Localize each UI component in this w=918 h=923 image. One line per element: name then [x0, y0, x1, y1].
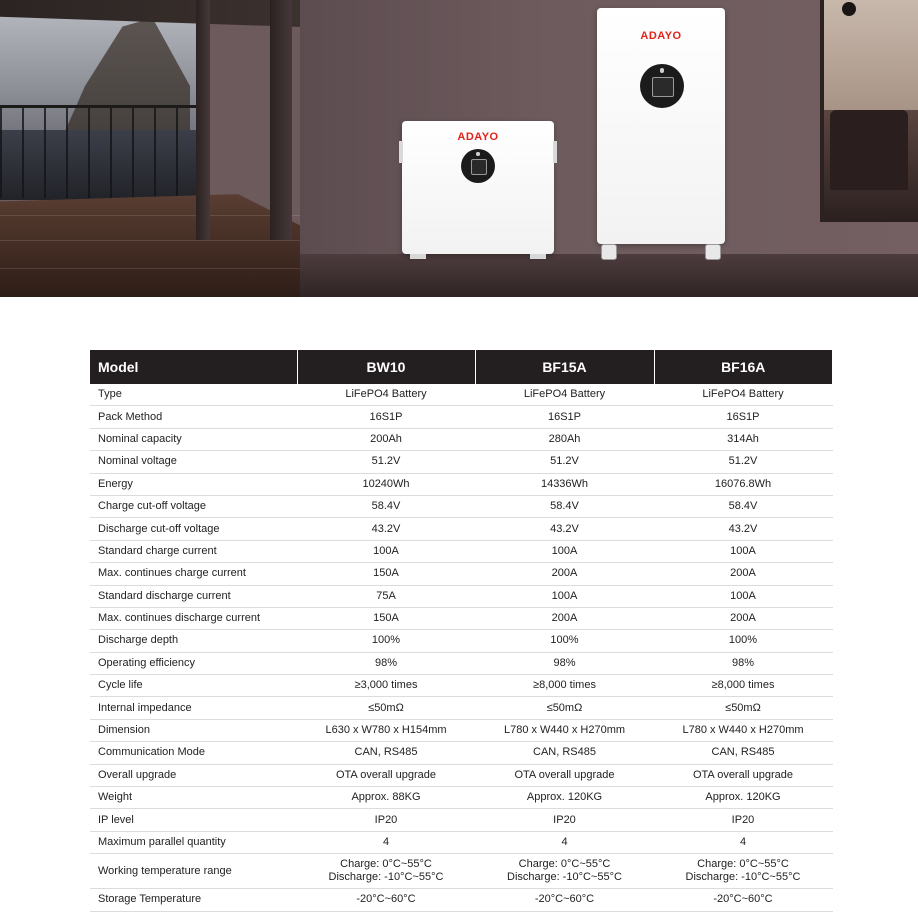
- row-label: Standard discharge current: [90, 585, 297, 607]
- screen-panel: [652, 77, 673, 97]
- balcony-railing: [0, 105, 210, 198]
- caster-wheel: [601, 244, 617, 260]
- header-cell-bf16a: BF16A: [654, 350, 832, 384]
- cell-value: ≥8,000 times: [654, 675, 832, 697]
- header-cell-bw10: BW10: [297, 350, 475, 384]
- cell-value: ≥3,000 times: [297, 675, 475, 697]
- row-label: Discharge cut-off voltage: [90, 518, 297, 540]
- cell-value: CAN, RS485: [654, 742, 832, 764]
- table-row: [90, 809, 832, 831]
- cell-value: 51.2V: [297, 451, 475, 473]
- row-label: Nominal voltage: [90, 451, 297, 473]
- cell-value: 51.2V: [654, 451, 832, 473]
- table-row: [90, 889, 832, 911]
- floor-board-line: [0, 240, 340, 241]
- table-row: [90, 675, 832, 697]
- table-row: [90, 697, 832, 719]
- cell-value: 98%: [475, 652, 654, 674]
- indicator-dot: [476, 152, 479, 155]
- cell-value: 75A: [297, 585, 475, 607]
- cell-value: CAN, RS485: [297, 742, 475, 764]
- cell-value: 16076.8Wh: [654, 473, 832, 495]
- cell-value: ≤50mΩ: [475, 697, 654, 719]
- screen-panel: [471, 159, 488, 175]
- row-label: Cycle life: [90, 675, 297, 697]
- cell-value: IP20: [654, 809, 832, 831]
- battery-unit-small: [402, 121, 554, 254]
- table-row: [90, 451, 832, 473]
- cell-value: -20°C~60°C: [654, 889, 832, 911]
- cell-line: Charge: 0°C~55°C: [340, 858, 432, 871]
- table-row: [90, 540, 832, 562]
- row-label: Weight: [90, 787, 297, 809]
- table-row: [90, 764, 832, 786]
- side-handle: [399, 141, 403, 163]
- cell-value: 100%: [654, 630, 832, 652]
- cell-value: 16S1P: [654, 406, 832, 428]
- cell-value: 4: [475, 831, 654, 853]
- battery-unit-tall: [597, 8, 725, 244]
- caster-wheel: [705, 244, 721, 260]
- table-row: [90, 630, 832, 652]
- cell-value: 51.2V: [475, 451, 654, 473]
- cell-value: IP20: [475, 809, 654, 831]
- spec-table: [90, 350, 833, 912]
- cell-value: -20°C~60°C: [475, 889, 654, 911]
- cell-value: 200A: [654, 563, 832, 585]
- row-label: Maximum parallel quantity: [90, 831, 297, 853]
- balcony-post: [270, 0, 292, 240]
- table-row: [90, 406, 832, 428]
- cell-value: IP20: [297, 809, 475, 831]
- armchair: [830, 110, 908, 190]
- row-label: Communication Mode: [90, 742, 297, 764]
- table-row: [90, 563, 832, 585]
- table-row: [90, 384, 832, 406]
- cell-value: 200A: [475, 607, 654, 629]
- row-label: Discharge depth: [90, 630, 297, 652]
- cell-line: Charge: 0°C~55°C: [697, 858, 789, 871]
- cell-value: Approx. 120KG: [654, 787, 832, 809]
- cell-value: OTA overall upgrade: [297, 764, 475, 786]
- cell-value: LiFePO4 Battery: [654, 384, 832, 406]
- cell-value: 200A: [654, 607, 832, 629]
- interior-wall: [824, 0, 918, 110]
- row-label: Overall upgrade: [90, 764, 297, 786]
- cell-value: ≥8,000 times: [475, 675, 654, 697]
- cell-value: 58.4V: [475, 495, 654, 517]
- cell-value: LiFePO4 Battery: [475, 384, 654, 406]
- display-screen: [461, 149, 495, 183]
- cell-value: 43.2V: [475, 518, 654, 540]
- row-label: Nominal capacity: [90, 428, 297, 450]
- cell-value: 200Ah: [297, 428, 475, 450]
- cell-value: 100A: [297, 540, 475, 562]
- table-row: [90, 495, 832, 517]
- cell-value: [475, 854, 654, 889]
- wall-base: [300, 254, 918, 297]
- cell-value: [297, 854, 475, 889]
- cell-value: OTA overall upgrade: [654, 764, 832, 786]
- row-label: Max. continues charge current: [90, 563, 297, 585]
- table-row: [90, 652, 832, 674]
- row-label: Pack Method: [90, 406, 297, 428]
- header-cell-model: Model: [90, 350, 297, 384]
- cell-value: 100%: [475, 630, 654, 652]
- cell-value: 100A: [475, 585, 654, 607]
- unit-foot: [410, 254, 426, 259]
- table-row: [90, 607, 832, 629]
- table-row: [90, 742, 832, 764]
- cell-value: 314Ah: [654, 428, 832, 450]
- row-label: Charge cut-off voltage: [90, 495, 297, 517]
- cell-value: 98%: [297, 652, 475, 674]
- cell-value: 150A: [297, 607, 475, 629]
- floor-board-line: [0, 268, 340, 269]
- cell-line: Discharge: -10°C~55°C: [328, 871, 444, 884]
- header-row: [90, 350, 832, 384]
- cell-value: 16S1P: [297, 406, 475, 428]
- table-row: [90, 428, 832, 450]
- cell-value: 16S1P: [475, 406, 654, 428]
- lamp-icon: [842, 2, 856, 16]
- cell-value: 58.4V: [654, 495, 832, 517]
- row-label: IP level: [90, 809, 297, 831]
- cell-value: 43.2V: [654, 518, 832, 540]
- row-label: Energy: [90, 473, 297, 495]
- row-label: Type: [90, 384, 297, 406]
- header-cell-bf15a: BF15A: [475, 350, 654, 384]
- cell-value: [654, 854, 832, 889]
- table-row: [90, 518, 832, 540]
- cell-value: Approx. 120KG: [475, 787, 654, 809]
- cell-value: 200A: [475, 563, 654, 585]
- table-row: [90, 787, 832, 809]
- cell-value: 100%: [297, 630, 475, 652]
- cell-value: 100A: [654, 540, 832, 562]
- cell-value: LiFePO4 Battery: [297, 384, 475, 406]
- row-label: Internal impedance: [90, 697, 297, 719]
- table-row: [90, 831, 832, 853]
- spec-table-container: [90, 350, 832, 912]
- brand-logo: ADAYO: [640, 30, 682, 42]
- cell-value: 100A: [475, 540, 654, 562]
- row-label: Working temperature range: [90, 854, 297, 889]
- cell-value: 43.2V: [297, 518, 475, 540]
- cell-value: L630 x W780 x H154mm: [297, 719, 475, 741]
- indicator-dot: [660, 68, 664, 72]
- hero-image: [0, 0, 918, 297]
- table-row: [90, 854, 832, 889]
- cell-value: OTA overall upgrade: [475, 764, 654, 786]
- unit-foot: [530, 254, 546, 259]
- cell-value: 4: [297, 831, 475, 853]
- cell-value: 4: [654, 831, 832, 853]
- table-row: [90, 719, 832, 741]
- cell-value: 14336Wh: [475, 473, 654, 495]
- cell-value: 98%: [654, 652, 832, 674]
- cell-value: L780 x W440 x H270mm: [654, 719, 832, 741]
- cell-line: Discharge: -10°C~55°C: [507, 871, 622, 884]
- cell-value: CAN, RS485: [475, 742, 654, 764]
- cell-value: Approx. 88KG: [297, 787, 475, 809]
- row-label: Max. continues discharge current: [90, 607, 297, 629]
- cell-value: -20°C~60°C: [297, 889, 475, 911]
- display-screen: [640, 64, 684, 108]
- cell-value: ≤50mΩ: [297, 697, 475, 719]
- cell-value: 10240Wh: [297, 473, 475, 495]
- side-handle: [553, 141, 557, 163]
- cell-value: 100A: [654, 585, 832, 607]
- row-label: Operating efficiency: [90, 652, 297, 674]
- cell-line: Charge: 0°C~55°C: [518, 858, 611, 871]
- cell-value: 280Ah: [475, 428, 654, 450]
- cell-value: L780 x W440 x H270mm: [475, 719, 654, 741]
- table-row: [90, 585, 832, 607]
- row-label: Standard charge current: [90, 540, 297, 562]
- table-row: [90, 473, 832, 495]
- row-label: Dimension: [90, 719, 297, 741]
- cell-value: 150A: [297, 563, 475, 585]
- cell-value: ≤50mΩ: [654, 697, 832, 719]
- cell-value: 58.4V: [297, 495, 475, 517]
- row-label: Storage Temperature: [90, 889, 297, 911]
- brand-logo: ADAYO: [457, 131, 499, 143]
- cell-line: Discharge: -10°C~55°C: [685, 871, 801, 884]
- balcony-post: [196, 0, 210, 240]
